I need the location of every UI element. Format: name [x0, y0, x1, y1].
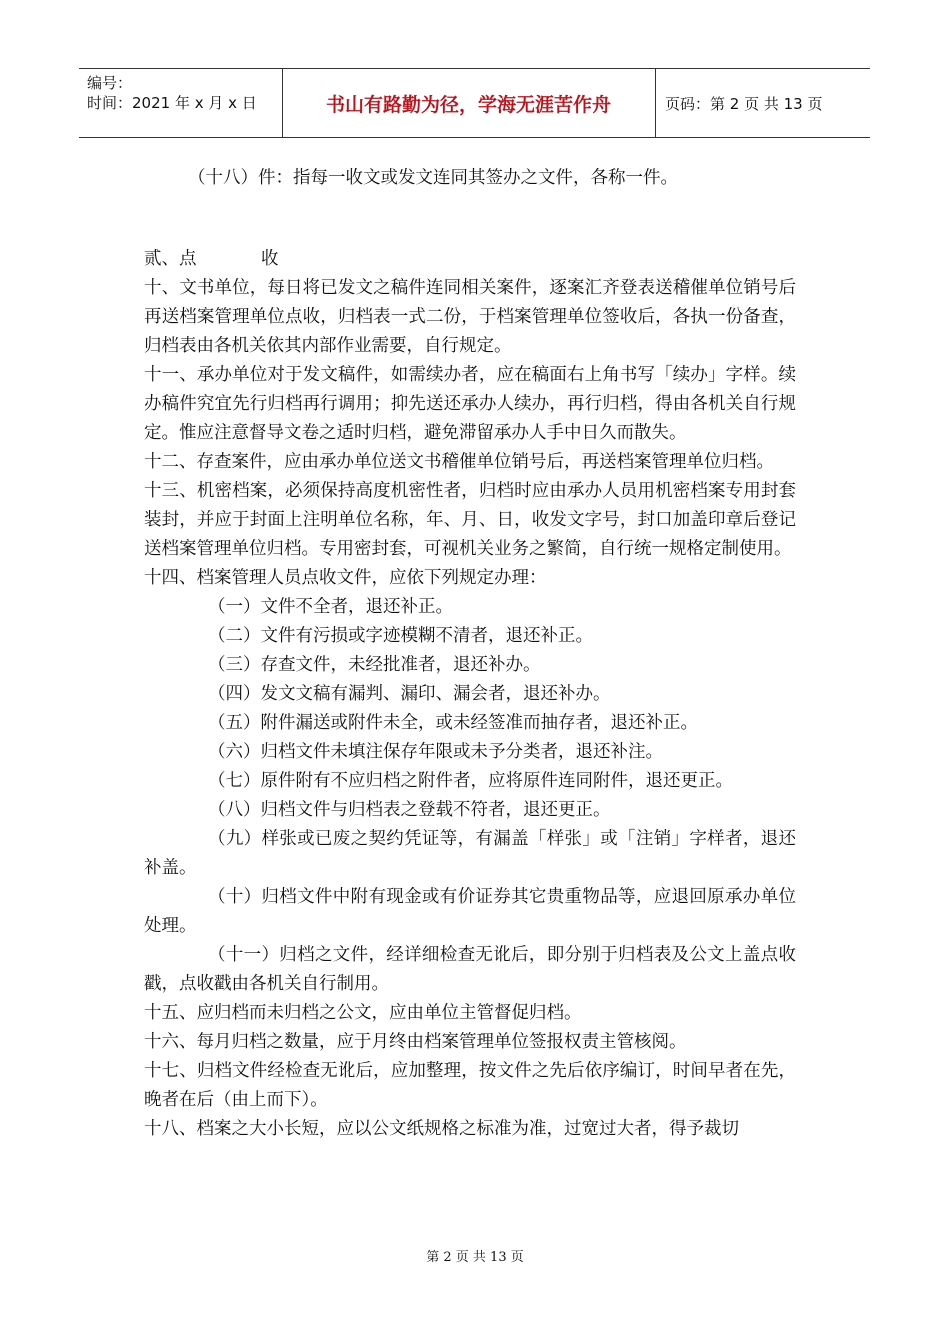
- sub-item-7: （七）原件附有不应归档之附件者，应将原件连同附件，退还更正。: [208, 771, 733, 791]
- paragraph-16: 十六、每月归档之数量，应于月终由档案管理单位签报权责主管核阅。: [144, 1032, 687, 1052]
- sub-item-1: （一）文件不全者，退还补正。: [208, 597, 453, 617]
- paragraph-14: 十四、档案管理人员点收文件，应依下列规定办理：: [144, 568, 547, 588]
- sub-item-4: （四）发文文稿有漏判、漏印、漏会者，退还补办。: [208, 684, 611, 704]
- page-footer: 第 2 页 共 13 页: [426, 1250, 524, 1265]
- paragraph-15: 十五、应归档而未归档之公文，应由单位主管督促归档。: [144, 1003, 582, 1023]
- header-meta: [87, 73, 257, 113]
- paragraph-12: 十二、存查案件，应由承办单位送文书稽催单位销号后，再送档案管理单位归档。: [144, 452, 774, 472]
- date-line: 时间：2021 年 x 月 x 日: [87, 94, 257, 112]
- paragraph-17: 十七、归档文件经检查无讹后，应加整理，按文件之先后依序编订，时间早者在先，晚者在后（由上而下）。: [144, 1061, 796, 1110]
- sub-item-5: （五）附件漏送或附件未全，或未经签准而抽存者，退还补正。: [208, 713, 698, 733]
- document-header: [79, 68, 870, 138]
- section-number: 贰、点: [144, 249, 197, 269]
- sub-item-2: （二）文件有污损或字迹模糊不清者，退还补正。: [208, 626, 593, 646]
- sub-item-11: （十一）归档之文件，经详细检查无讹后，即分别于归档表及公文上盖点收戳，点收戳由各机关自行制用。: [144, 945, 796, 994]
- sub-item-6: （六）归档文件未填注保存年限或未予分类者，退还补注。: [208, 742, 663, 762]
- section-title: 收: [261, 249, 279, 269]
- paragraph-13: 十三、机密档案，必须保持高度机密性者，归档时应由承办人员用机密档案专用封套装封，并应于封面上注明单位名称，年、月、日，收发文字号，封口加盖印章后登记送档案管理单位归档。专用密封套，可视机关业务之繁简，自行统一规格定制使用。: [144, 481, 796, 559]
- sub-item-8: （八）归档文件与归档表之登载不符者，退还更正。: [208, 800, 611, 820]
- paragraph-11: 十一、承办单位对于发文稿件，如需续办者，应在稿面右上角书写「续办」字样。续办稿件究宜先行归档再行调用；抑先送还承办人续办，再行归档，得由各机关自行规定。惟应注意督导文卷之适时归档，避免滞留承办人手中日久而散失。: [144, 365, 796, 443]
- header-motto: 书山有路勤为径，学海无涯苦作舟: [325, 93, 611, 116]
- number-label: 编号：: [87, 74, 133, 92]
- document-body: [144, 164, 796, 1144]
- header-divider: [655, 69, 656, 137]
- paragraph-18: 十八、档案之大小长短，应以公文纸规格之标准为准，过宽过大者，得予裁切: [144, 1119, 739, 1139]
- header-page-info: 页码：第 2 页 共 13 页: [665, 94, 823, 113]
- paragraph-10: 十、文书单位，每日将已发文之稿件连同相关案件，逐案汇齐登表送稽催单位销号后再送档案管理单位点收，归档表一式二份，于档案管理单位签收后，各执一份备查，归档表由各机关依其内部作业需要，自行规定。: [144, 278, 796, 356]
- sub-item-9: （九）样张或已废之契约凭证等，有漏盖「样张」或「注销」字样者，退还补盖。: [144, 829, 796, 878]
- sub-item-3: （三）存查文件，未经批准者，退还补办。: [208, 655, 541, 675]
- intro-item: （十八）件：指每一收文或发文连同其签办之文件，各称一件。: [188, 168, 678, 188]
- section-heading: [144, 245, 796, 274]
- sub-item-10: （十）归档文件中附有现金或有价证券其它贵重物品等，应退回原承办单位处理。: [144, 887, 796, 936]
